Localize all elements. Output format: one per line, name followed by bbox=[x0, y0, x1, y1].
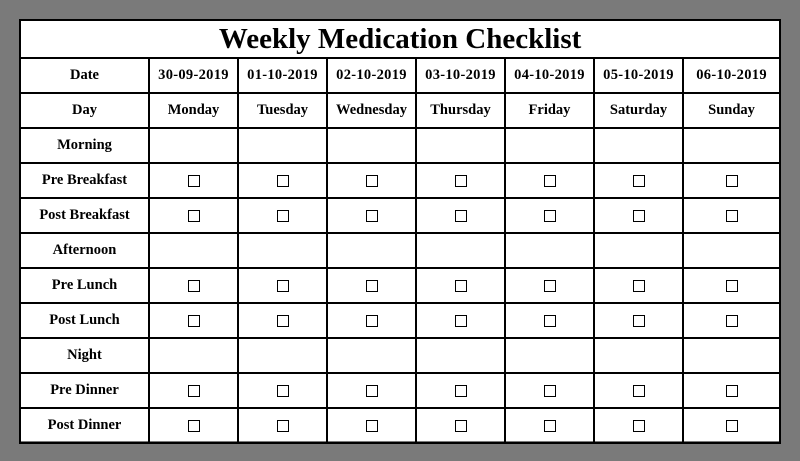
check-cell bbox=[594, 198, 683, 233]
checkbox[interactable] bbox=[544, 175, 556, 187]
day-cell: Thursday bbox=[416, 93, 505, 128]
dose-label: Pre Lunch bbox=[20, 268, 149, 303]
check-cell bbox=[683, 233, 780, 268]
check-cell bbox=[416, 303, 505, 338]
check-cell bbox=[416, 233, 505, 268]
checkbox[interactable] bbox=[726, 210, 738, 222]
checkbox[interactable] bbox=[188, 315, 200, 327]
checkbox[interactable] bbox=[544, 210, 556, 222]
check-cell bbox=[683, 268, 780, 303]
day-cell: Friday bbox=[505, 93, 594, 128]
check-cell bbox=[683, 338, 780, 373]
checkbox[interactable] bbox=[277, 420, 289, 432]
table-row bbox=[20, 268, 780, 303]
check-cell bbox=[238, 128, 327, 163]
table-row bbox=[20, 198, 780, 233]
date-cell: 30-09-2019 bbox=[149, 58, 238, 93]
dose-label: Post Lunch bbox=[20, 303, 149, 338]
checkbox[interactable] bbox=[726, 385, 738, 397]
table-row bbox=[20, 233, 780, 268]
time-of-day-label: Night bbox=[20, 338, 149, 373]
check-cell bbox=[327, 408, 416, 443]
checkbox[interactable] bbox=[633, 420, 645, 432]
checkbox[interactable] bbox=[544, 385, 556, 397]
page-title: Weekly Medication Checklist bbox=[20, 20, 780, 58]
checkbox[interactable] bbox=[726, 315, 738, 327]
checkbox[interactable] bbox=[455, 315, 467, 327]
check-cell bbox=[327, 373, 416, 408]
checkbox[interactable] bbox=[726, 280, 738, 292]
check-cell bbox=[149, 373, 238, 408]
date-cell: 05-10-2019 bbox=[594, 58, 683, 93]
check-cell bbox=[149, 303, 238, 338]
day-row bbox=[20, 93, 780, 128]
check-cell bbox=[327, 128, 416, 163]
checkbox[interactable] bbox=[366, 315, 378, 327]
checkbox[interactable] bbox=[277, 280, 289, 292]
check-cell bbox=[505, 198, 594, 233]
day-cell: Sunday bbox=[683, 93, 780, 128]
table-row bbox=[20, 163, 780, 198]
checkbox[interactable] bbox=[277, 210, 289, 222]
checkbox[interactable] bbox=[544, 315, 556, 327]
checkbox[interactable] bbox=[633, 385, 645, 397]
check-cell bbox=[416, 198, 505, 233]
check-cell bbox=[505, 373, 594, 408]
check-cell bbox=[416, 373, 505, 408]
check-cell bbox=[416, 268, 505, 303]
check-cell bbox=[238, 233, 327, 268]
checkbox[interactable] bbox=[366, 385, 378, 397]
dose-label: Pre Breakfast bbox=[20, 163, 149, 198]
check-cell bbox=[505, 268, 594, 303]
check-cell bbox=[594, 373, 683, 408]
checkbox[interactable] bbox=[455, 280, 467, 292]
check-cell bbox=[238, 338, 327, 373]
check-cell bbox=[238, 163, 327, 198]
check-cell bbox=[594, 233, 683, 268]
check-cell bbox=[149, 233, 238, 268]
check-cell bbox=[416, 163, 505, 198]
check-cell bbox=[416, 408, 505, 443]
check-cell bbox=[327, 198, 416, 233]
checkbox[interactable] bbox=[366, 280, 378, 292]
check-cell bbox=[416, 128, 505, 163]
check-cell bbox=[683, 303, 780, 338]
check-cell bbox=[505, 408, 594, 443]
checkbox[interactable] bbox=[188, 420, 200, 432]
check-cell bbox=[683, 163, 780, 198]
check-cell bbox=[149, 338, 238, 373]
time-of-day-label: Morning bbox=[20, 128, 149, 163]
date-cell: 01-10-2019 bbox=[238, 58, 327, 93]
checkbox[interactable] bbox=[633, 280, 645, 292]
checkbox[interactable] bbox=[188, 210, 200, 222]
table-row bbox=[20, 128, 780, 163]
dose-label: Post Breakfast bbox=[20, 198, 149, 233]
check-cell bbox=[594, 163, 683, 198]
checkbox[interactable] bbox=[277, 385, 289, 397]
check-cell bbox=[594, 338, 683, 373]
check-cell bbox=[505, 163, 594, 198]
checkbox[interactable] bbox=[277, 175, 289, 187]
check-cell bbox=[683, 408, 780, 443]
date-cell: 04-10-2019 bbox=[505, 58, 594, 93]
check-cell bbox=[683, 373, 780, 408]
check-cell bbox=[149, 408, 238, 443]
check-cell bbox=[149, 128, 238, 163]
check-cell bbox=[327, 163, 416, 198]
date-cell: 06-10-2019 bbox=[683, 58, 780, 93]
check-cell bbox=[238, 198, 327, 233]
checkbox[interactable] bbox=[455, 420, 467, 432]
day-header: Day bbox=[20, 93, 149, 128]
checkbox[interactable] bbox=[726, 175, 738, 187]
check-cell bbox=[238, 373, 327, 408]
checkbox[interactable] bbox=[188, 280, 200, 292]
checkbox[interactable] bbox=[633, 175, 645, 187]
time-of-day-label: Afternoon bbox=[20, 233, 149, 268]
check-cell bbox=[238, 408, 327, 443]
table-row bbox=[20, 338, 780, 373]
checkbox[interactable] bbox=[726, 420, 738, 432]
check-cell bbox=[238, 268, 327, 303]
check-cell bbox=[327, 268, 416, 303]
checkbox[interactable] bbox=[366, 175, 378, 187]
check-cell bbox=[594, 128, 683, 163]
dose-label: Pre Dinner bbox=[20, 373, 149, 408]
check-cell bbox=[416, 338, 505, 373]
check-cell bbox=[594, 303, 683, 338]
checkbox[interactable] bbox=[188, 175, 200, 187]
table-row bbox=[20, 303, 780, 338]
check-cell bbox=[505, 233, 594, 268]
check-cell bbox=[505, 128, 594, 163]
check-cell bbox=[505, 303, 594, 338]
check-cell bbox=[149, 163, 238, 198]
check-cell bbox=[683, 198, 780, 233]
check-cell bbox=[327, 303, 416, 338]
checkbox[interactable] bbox=[188, 385, 200, 397]
check-cell bbox=[327, 338, 416, 373]
check-cell bbox=[505, 338, 594, 373]
day-cell: Tuesday bbox=[238, 93, 327, 128]
dose-label: Post Dinner bbox=[20, 408, 149, 443]
date-header: Date bbox=[20, 58, 149, 93]
day-cell: Saturday bbox=[594, 93, 683, 128]
check-cell bbox=[327, 233, 416, 268]
day-cell: Wednesday bbox=[327, 93, 416, 128]
date-cell: 03-10-2019 bbox=[416, 58, 505, 93]
checkbox[interactable] bbox=[277, 315, 289, 327]
checkbox[interactable] bbox=[366, 420, 378, 432]
check-cell bbox=[594, 268, 683, 303]
medication-table bbox=[19, 19, 781, 444]
checkbox[interactable] bbox=[455, 175, 467, 187]
table-row bbox=[20, 373, 780, 408]
check-cell bbox=[683, 128, 780, 163]
day-cell: Monday bbox=[149, 93, 238, 128]
check-cell bbox=[238, 303, 327, 338]
checkbox[interactable] bbox=[633, 315, 645, 327]
table-row bbox=[20, 408, 780, 443]
checkbox[interactable] bbox=[544, 280, 556, 292]
checklist-sheet bbox=[19, 19, 779, 441]
checkbox[interactable] bbox=[544, 420, 556, 432]
checkbox[interactable] bbox=[633, 210, 645, 222]
checkbox[interactable] bbox=[366, 210, 378, 222]
check-cell bbox=[594, 408, 683, 443]
check-cell bbox=[149, 268, 238, 303]
checkbox[interactable] bbox=[455, 385, 467, 397]
checkbox[interactable] bbox=[455, 210, 467, 222]
date-cell: 02-10-2019 bbox=[327, 58, 416, 93]
check-cell bbox=[149, 198, 238, 233]
date-row bbox=[20, 58, 780, 93]
